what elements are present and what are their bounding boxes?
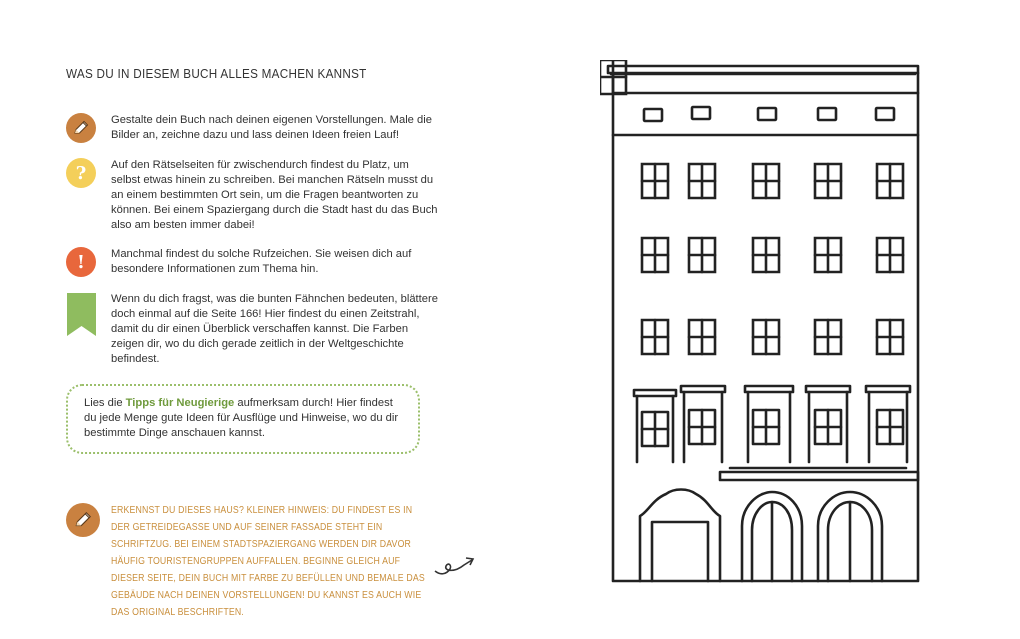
exclamation-icon: ! [66, 247, 98, 279]
item-text: Auf den Rätselseiten für zwischendurch findest du Platz, um selbst etwas hinein zu schreiben. Bei manchen Rätseln musst du an einem bestimmten Ort sein, um die Fragen beantworten zu können. Bei einem Spaziergang durch die Stadt hast du das Buch also am besten immer dabei! [111, 159, 438, 231]
tip-text-after: aufmerksam durch! Hier findest du jede Menge gute Ideen für Ausflüge und Hinweise, wo du dir bestimmte Dinge anschauen kannst. [84, 397, 399, 439]
item-text: Gestalte dein Buch nach deinen eigenen Vorstellungen. Male die Bilder an, zeichne dazu und lass deinen Ideen freien Lauf! [111, 114, 432, 141]
list-item [66, 247, 446, 279]
pencil-icon [66, 113, 98, 145]
question-icon: ? [66, 158, 98, 190]
list-item [66, 158, 446, 233]
tip-box [66, 384, 420, 454]
item-text: Wenn du dich fragst, was die bunten Fähnchen bedeuten, blättere doch einmal auf die Seite 166! Hier findest du einen Zeitstrahl, damit du dir einen Überblick verschaffen kannst. Die Farben zeigen dir, wo du dich gerade zeitlich in der Weltgeschichte befindest. [111, 293, 438, 365]
tip-highlight: Tipps für Neugierige [125, 397, 235, 409]
hint-text: ERKENNST DU DIESES HAUS? KLEINER HINWEIS: DU FINDEST ES IN DER GETREIDEGASSE UND AUF SEINER FASSADE STEHT EIN SCHRIFTZUG. BEI EINEM STADTSPAZIERGANG WERDEN DIR DAVOR HÄUFIG TOURISTENGRUPPEN AUFFALLEN. BEGINNE GLEICH AUF DIESER SEITE, DEIN BUCH MIT FARBE ZU BEFÜLLEN UND BEMALE DAS GEBÄUDE NACH DEINEN VORSTELLUNGEN! DU KANNST ES AUCH WIE DAS ORIGINAL BESCHRIFTEN. [111, 505, 425, 618]
page-title: WAS DU IN DIESEM BUCH ALLES MACHEN KANNST [66, 66, 367, 81]
tip-text-before: Lies die [84, 397, 126, 409]
tip-text [84, 396, 404, 441]
flag-icon [66, 292, 98, 324]
list-item [66, 113, 446, 145]
house-illustration [600, 60, 930, 595]
arrow-icon [432, 553, 476, 584]
pencil-icon [66, 503, 100, 537]
list-item [66, 292, 446, 367]
item-text: Manchmal findest du solche Rufzeichen. Sie weisen dich auf besondere Informationen zum Thema hin. [111, 248, 412, 275]
